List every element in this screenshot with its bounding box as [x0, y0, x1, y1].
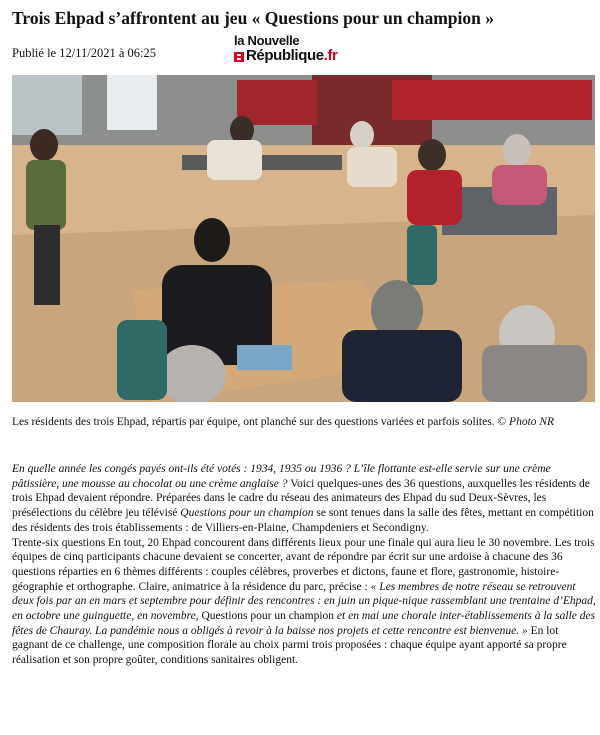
photo-caption — [12, 414, 596, 430]
show-name: Questions pour un champion — [180, 507, 314, 520]
quiz-questions: En quelle année les congés payés ont-ils été votés : 1934, 1935 ou 1936 ? L’île flottante est-elle servie sur une crème pâtissière, une mousse au chocolat ou une crème anglaise ? — [12, 463, 551, 490]
logo-line1: la Nouvelle — [234, 33, 300, 48]
p2-text-3: En lot gagnant de ce challenge, une composition florale au choix parmi trois proposées : chaque équipe ayant apporté sa propre réalisation et son propre goûter, conditions sanitaires obligent. — [12, 624, 567, 667]
newspaper-logo[interactable] — [234, 33, 354, 65]
caption-text: Les résidents des trois Ehpad, répartis par équipe, ont planché sur des questions variées et parfois solites. © — [12, 416, 507, 428]
logo-suffix: .fr — [323, 47, 338, 64]
p1-text-1: Voici quelques-unes des 36 questions, auxquelles les résidents de trois Ehpad devaient répondre. Préparées dans le cadre du réseau des animateurs des Ehpad du sud Deux-Sèvres, les présélections du célèbre jeu télévisé — [12, 477, 590, 520]
article-body — [12, 462, 596, 668]
quote-1: « Les membres de notre réseau se retrouvent deux fois par an en mars et septembre pour définir des rencontres : en juin un pique-nique rassemblant une trentaine d’Ehpad, en octobre une guinguette, en novembre, — [12, 580, 596, 623]
paragraph-2 — [12, 536, 596, 668]
p2-text-1: Trente-six questions En tout, 20 Ehpad concourent dans différents lieux pour une finale qui aura lieu le 30 novembre. Les trois équipes de cinq participants chacune devaient se concerter, avant de répondre par écrit sur une ardoise à chacune des 36 questions réparties en 6 thèmes différents : couples célèbres, proverbes et dictons, faune et flore, gastronomie, histoire- géographie et orthographe. Claire, animatrice à la résidence du parc, précise : — [12, 536, 595, 593]
p1-text-2: se sont tenues dans la salle des fêtes, mettant en compétition des résidents des trois établissements : de Villiers-en-Plaine, Champdeniers et Secondigny. — [12, 507, 594, 534]
logo-mark-icon — [234, 52, 244, 62]
quote-2: et en mai une chorale inter-établissements à la salle des fêtes de Chauray. La pandémie nous a obligés à revoir à la baisse nos projets et cette rencontre est bienvenue. » — [12, 610, 596, 637]
article-title: Trois Ehpad s’affrontent au jeu « Questions pour un champion » — [12, 8, 495, 28]
paragraph-1 — [12, 462, 596, 536]
logo-line2: République — [246, 47, 324, 64]
photo-image-icon — [12, 75, 595, 402]
caption-credit: Photo NR — [509, 416, 555, 428]
article-photo — [12, 75, 595, 402]
publication-date: Publié le 12/11/2021 à 06:25 — [12, 46, 156, 60]
p2-text-2: Questions pour un champion — [198, 610, 337, 623]
